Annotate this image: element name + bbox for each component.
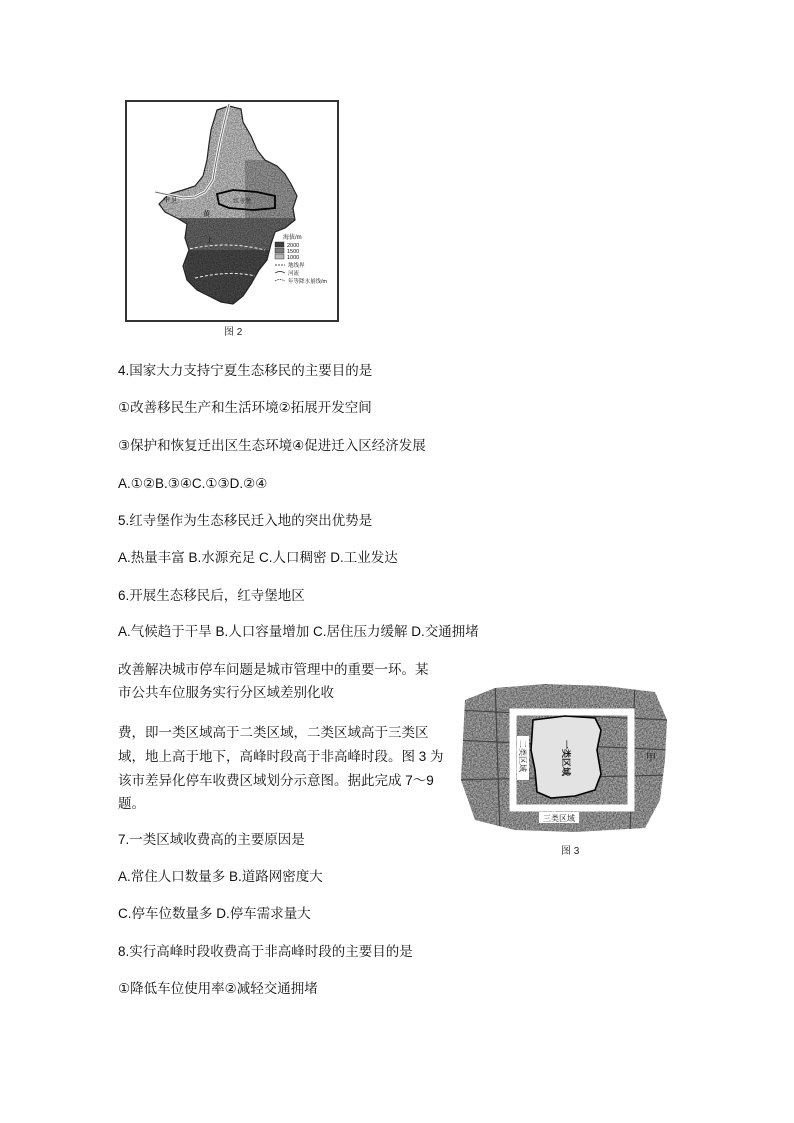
legend-river: 河流 (288, 271, 300, 277)
material-line-3: 费，即一类区域高于二类区域，二类区域高于三类区 (118, 725, 429, 740)
material-line-4: 域，地上高于地下，高峰时段高于非高峰时段。图 3 为 (118, 749, 444, 764)
q4-items-line1: ①改善移民生产和生活环境②拓展开发空间 (118, 400, 372, 415)
legend-level-1000: 1000 (287, 255, 300, 261)
figure-3-caption: 图 3 (561, 846, 580, 857)
legend-boundary: 地线界 (288, 263, 305, 269)
q8-stem: 8.实行高峰时段收费高于非高峰时段的主要目的是 (118, 944, 413, 959)
figure-2-caption: 图 2 (224, 327, 243, 338)
label-point-jia: 甲 (646, 753, 656, 764)
q4-choices: A.①②B.③④C.①③D.②④ (118, 476, 268, 491)
legend-level-1500: 1500 (287, 249, 300, 255)
figure-2-map (125, 100, 339, 322)
material-line-1: 改善解决城市停车问题是城市管理中的重要一环。某 (118, 662, 429, 677)
label-zone-3: 三类区域 (543, 814, 575, 823)
q5-stem: 5.红寺堡作为生态移民迁入地的突出优势是 (118, 513, 373, 528)
figure-3-zone-map (455, 680, 670, 835)
label-shang: 上 (206, 237, 213, 244)
q6-stem: 6.开展生态移民后，红寺堡地区 (118, 588, 305, 603)
label-huang: 黄 (203, 211, 210, 218)
label-zhongwei: 中卫 (163, 197, 177, 204)
q6-choices: A.气候趋于干旱 B.人口容量增加 C.居住压力缓解 D.交通拥堵 (118, 624, 479, 639)
q7-choices-line2: C.停车位数量多 D.停车需求量大 (118, 906, 311, 921)
material-line-5: 该市差异化停车收费区域划分示意图。据此完成 7～9 (118, 773, 434, 788)
legend-level-2000: 2000 (287, 243, 300, 249)
q8-items-line1: ①降低车位使用率②减轻交通拥堵 (118, 981, 318, 996)
q7-choices-line1: A.常住人口数量多 B.道路网密度大 (118, 869, 323, 884)
q4-items-line2: ③保护和恢复迁出区生态环境④促进迁入区经济发展 (118, 438, 426, 453)
material-line-6: 题。 (118, 796, 145, 811)
legend-title: 海拔/m (283, 235, 302, 241)
legend-isohyet: 年等降水量线/m (288, 279, 328, 285)
label-zone-1: 一类区域 (561, 740, 571, 777)
material-line-2: 市公共车位服务实行分区域差别化收 (118, 685, 334, 700)
label-hongsibu: 红寺堡 (233, 199, 252, 205)
label-zone-2: 二类区域 (518, 740, 527, 772)
q7-stem: 7.一类区域收费高的主要原因是 (118, 832, 305, 847)
q4-stem: 4.国家大力支持宁夏生态移民的主要目的是 (118, 363, 373, 378)
q5-choices: A.热量丰富 B.水源充足 C.人口稠密 D.工业发达 (118, 550, 398, 565)
